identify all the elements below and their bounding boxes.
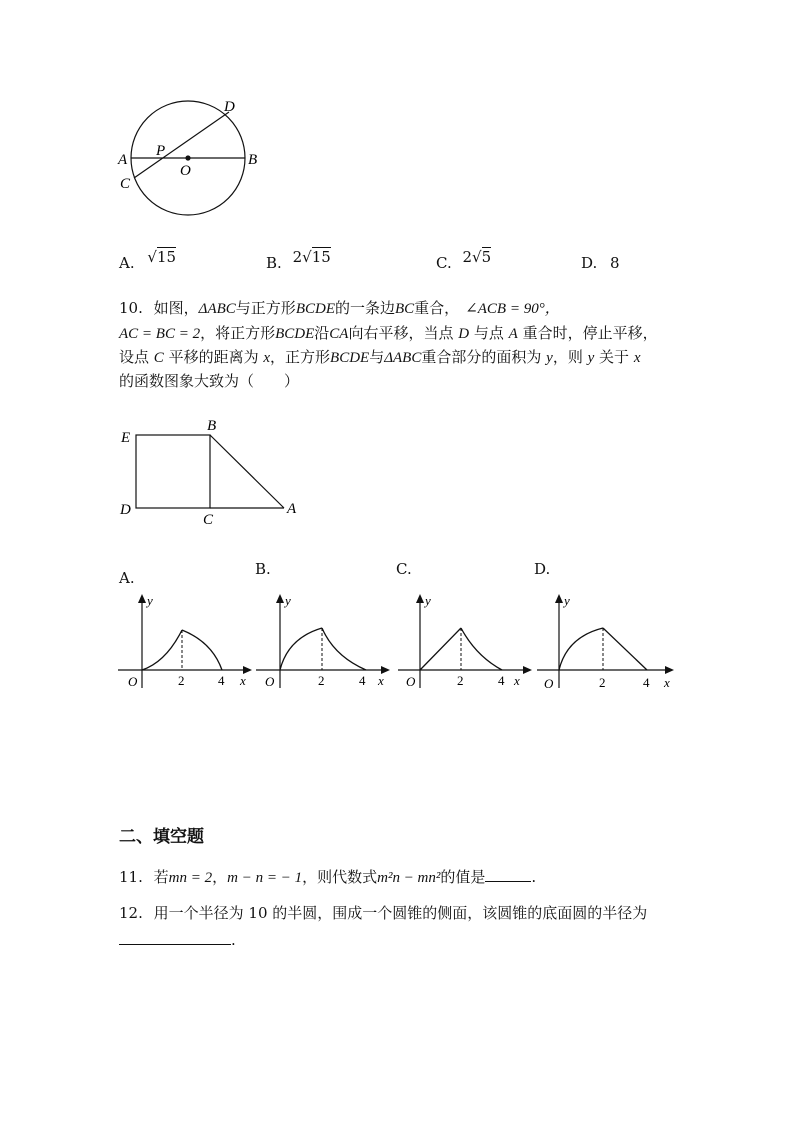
origin-label: O	[544, 676, 554, 690]
q10-text: ，正方形	[270, 348, 331, 366]
option-letter: A.	[119, 254, 135, 272]
y-axis-arrow	[555, 594, 563, 603]
coefficient: 2	[292, 248, 303, 266]
axis-label-y: y	[564, 593, 570, 608]
tick-label-2: 2	[599, 675, 606, 690]
q12-text: .	[231, 931, 236, 949]
q10-text: 平移的距离为	[163, 348, 264, 366]
q10-text: 与	[369, 348, 385, 366]
section-title: 二、填空题	[119, 827, 204, 847]
answer-blank[interactable]	[485, 881, 531, 882]
q9-option-b	[266, 248, 331, 272]
curve-falling	[182, 630, 222, 670]
q12-text: 用一个半径为 10 的半圆，围成一个圆锥的侧面，该圆锥的底面圆的半径为	[153, 904, 648, 922]
tick-label-2: 2	[178, 673, 185, 688]
question-number: 11.	[119, 868, 143, 886]
q9-option-d	[581, 256, 620, 271]
q10-line-3	[119, 350, 640, 366]
q10-math: AC = BC = 2	[119, 326, 201, 342]
q9-circle-figure	[112, 92, 272, 222]
label-b: B	[207, 418, 217, 434]
x-axis-arrow	[665, 666, 674, 674]
sqrt-expression: 2√5	[462, 248, 492, 266]
q10-graph-a	[116, 590, 256, 690]
q10-text: 与正方形	[235, 299, 296, 317]
axis-label-y: y	[425, 593, 431, 608]
sqrt-expression: 2√15	[292, 248, 331, 266]
q10-math: ∠ACB = 90°，	[465, 301, 560, 317]
q10-text: 的函数图象大致为（ ）	[119, 372, 300, 390]
q10-text: ，则	[552, 348, 588, 366]
y-axis-arrow	[416, 594, 424, 603]
q11-text: 的值是	[440, 868, 486, 886]
label-c: C	[203, 512, 214, 528]
tick-label-4: 4	[498, 673, 505, 688]
sqrt-expression: √15	[147, 248, 177, 266]
radicand: 5	[481, 248, 492, 266]
q10-line-1	[119, 301, 560, 317]
label-d: D	[120, 502, 131, 518]
q10-graph-d	[535, 590, 680, 690]
center-point-o	[185, 155, 190, 160]
q10-option-c-letter: C.	[396, 560, 412, 578]
q11-math: m − n = − 1	[227, 870, 303, 886]
origin-label: O	[265, 674, 275, 689]
q10-option-b-letter: B.	[255, 560, 271, 578]
curve-falling	[461, 628, 502, 670]
q10-text: 设点	[119, 348, 154, 366]
q10-option-a-letter: A.	[119, 569, 135, 587]
curve-rising	[559, 628, 603, 670]
q10-math: ΔABC	[198, 301, 236, 317]
tick-label-2: 2	[318, 673, 325, 688]
square-bcde	[136, 435, 210, 508]
q10-text: ，将正方形	[200, 324, 276, 342]
origin-label: O	[128, 674, 138, 689]
radicand: 15	[311, 248, 331, 266]
label-c: C	[120, 176, 131, 192]
q9-option-a	[119, 248, 177, 272]
tick-label-2: 2	[457, 673, 464, 688]
label-b: B	[248, 152, 258, 168]
question-number: 10.	[119, 299, 143, 317]
q10-text: 重合，	[414, 299, 460, 317]
q10-math: x	[633, 350, 641, 366]
tick-label-4: 4	[218, 673, 225, 688]
label-p: P	[156, 143, 166, 159]
axis-label-x: x	[664, 675, 670, 690]
option-letter: C.	[436, 254, 452, 272]
q11-text: ，则代数式	[302, 868, 378, 886]
tick-label-4: 4	[643, 675, 650, 690]
y-axis-arrow	[138, 594, 146, 603]
q10-math: BCDE	[295, 301, 335, 317]
axis-label-x: x	[514, 673, 520, 688]
q10-math: BCDE	[275, 326, 315, 342]
q10-math: C	[153, 350, 164, 366]
option-letter: B.	[266, 254, 282, 272]
q11-text: ，	[212, 868, 228, 886]
curve-rising	[280, 628, 322, 670]
q11-math: m²n − mn²	[377, 870, 441, 886]
coefficient: 2	[462, 248, 473, 266]
q11-text: 若	[153, 868, 169, 886]
q10-math: y	[546, 350, 553, 366]
x-axis-arrow	[523, 666, 532, 674]
q10-math: x	[263, 350, 271, 366]
q10-square-triangle-figure	[112, 418, 312, 530]
q11	[119, 870, 536, 886]
curve-falling	[322, 628, 366, 670]
label-a: A	[118, 152, 128, 168]
q11-text: .	[531, 868, 537, 886]
answer-blank[interactable]	[119, 932, 231, 945]
q9-option-c	[436, 248, 492, 272]
label-a: A	[287, 501, 297, 517]
label-o: O	[180, 163, 191, 179]
q10-text: 关于	[594, 348, 634, 366]
q10-math: BC	[395, 301, 415, 317]
curve-rising	[142, 630, 182, 670]
axis-label-x: x	[240, 673, 246, 688]
q10-text: 的一条边	[334, 299, 395, 317]
label-e: E	[121, 430, 131, 446]
q11-math: mn = 2	[168, 870, 213, 886]
origin-label: O	[406, 674, 416, 689]
q10-line-2	[119, 326, 658, 342]
tick-label-4: 4	[359, 673, 366, 688]
q10-text: 向右平移，当点	[348, 324, 459, 342]
option-value: 8	[610, 254, 620, 272]
q10-text: 沿	[314, 324, 330, 342]
q10-math: D	[458, 326, 470, 342]
q10-graph-b	[254, 590, 394, 690]
q10-math: CA	[329, 326, 349, 342]
q12-line-1	[119, 906, 647, 921]
segment-ba	[210, 435, 284, 508]
axis-label-y: y	[147, 593, 153, 608]
q10-option-d-letter: D.	[534, 560, 551, 578]
q10-text: 如图，	[153, 299, 199, 317]
axis-label-y: y	[285, 593, 291, 608]
q10-math: y	[587, 350, 595, 366]
q10-math: A	[508, 326, 518, 342]
line-rising	[420, 628, 461, 670]
label-d: D	[224, 99, 235, 115]
option-letter: D.	[581, 254, 598, 272]
question-number: 12.	[119, 904, 143, 922]
q10-text: 重合时，停止平移，	[517, 324, 658, 342]
q10-text: 与点	[469, 324, 509, 342]
q10-math: ΔABC	[384, 350, 422, 366]
line-falling	[603, 628, 647, 670]
q10-line-4	[119, 374, 299, 389]
q10-math: BCDE	[330, 350, 370, 366]
radicand: 15	[156, 248, 177, 266]
y-axis-arrow	[276, 594, 284, 603]
q10-text: 重合部分的面积为	[421, 348, 547, 366]
axis-label-x: x	[378, 673, 384, 688]
q10-graph-c	[396, 590, 536, 690]
q12-line-2	[119, 932, 236, 948]
